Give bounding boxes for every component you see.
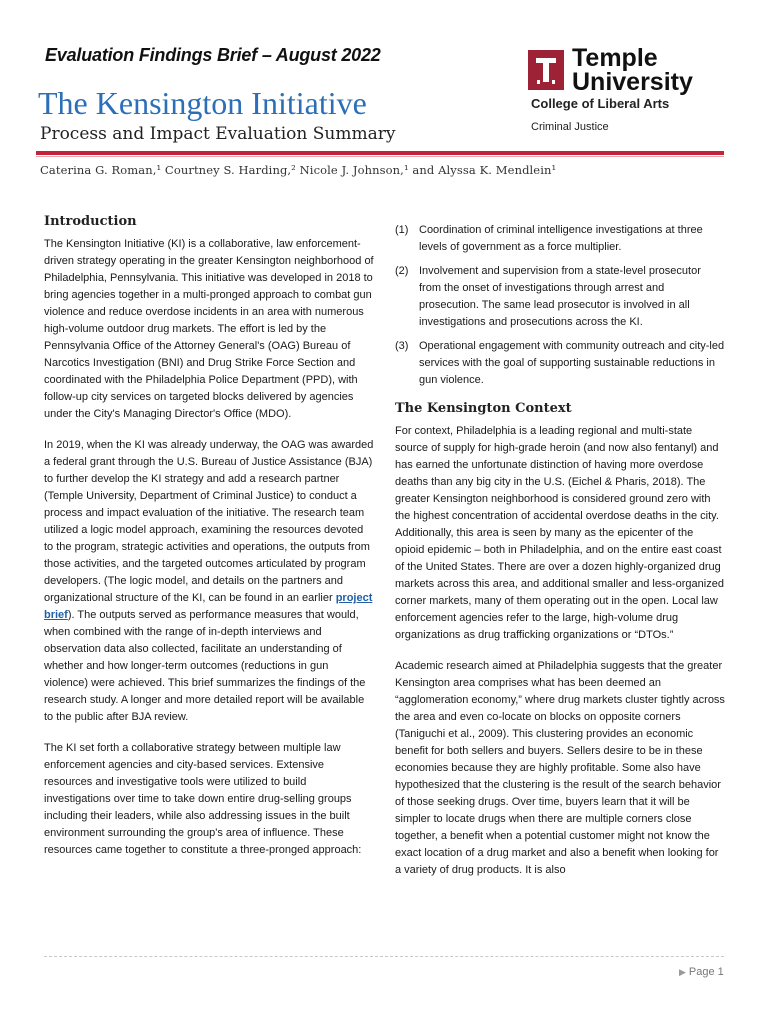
- right-column: [395, 222, 725, 893]
- logo-department: Criminal Justice: [531, 121, 609, 133]
- temple-t-logo-icon: [528, 50, 564, 90]
- triangle-right-icon: ▶: [679, 967, 686, 977]
- document-subtitle: Process and Impact Evaluation Summary: [40, 124, 396, 144]
- document-title: The Kensington Initiative: [38, 85, 367, 121]
- left-column: [44, 212, 374, 873]
- context-paragraph-1: For context, Philadelphia is a leading regional and multi-state source of supply for high-grade heroin (and now also fentanyl) and has earned the unfortunate distinction of having more overdose deaths than any big city in the U.S. (Eichel & Pharis, 2018). The greater Kensington neighborhood is considered ground zero with the highest concentration of accidental overdose deaths in the city. Additionally, this area is seen by many as the epicenter of the opioid epidemic – both in Philadelphia, and on the entire east coast of the United States. There are over a dozen highly-organized drug markets across this area, and additional smaller and less-organized corner markets, many of them operating out in the open. Local law enforcement agencies refer to the large, high-volume drug organizations as drug trafficking organizations or “DTOs.”: [395, 425, 724, 641]
- list-item: (2) Involvement and supervision from a state-level prosecutor from the onset of investigations through arrest and prosecution. The same lead prosecutor is involved in all investigations and prosecutions across the KI.: [395, 265, 701, 328]
- list-item: (1) Coordination of criminal intelligence investigations at three levels of government as a force multiplier.: [395, 224, 703, 253]
- intro-paragraph-2: In 2019, when the KI was already underway, the OAG was awarded a federal grant through the U.S. Bureau of Justice Assistance (BJA) to further develop the KI strategy and add a research partner (Temple University, Department of Criminal Justice) to conduct a process and impact evaluation of the initiative. The research team utilized a logic model approach, examining the resources devoted to the program, strategic activities and operations, the outputs from those activities, and the targeted outcomes articulated by program developers. (The logic model, and details on the partners and organizational structure of the KI, can be found in an earlier project brief). The outputs served as performance measures that would, when combined with the range of in-depth interviews and observation data also collected, facilitate an understanding of whether and how longer-term outcomes (reductions in gun violence) were achieved. This brief summarizes the findings of the research study. A longer and more detailed report will be available to the public after BJA review.: [44, 439, 374, 723]
- context-heading: The Kensington Context: [395, 401, 572, 416]
- header-divider-shadow: [36, 156, 724, 157]
- author-list: Caterina G. Roman,¹ Courtney S. Harding,² Nicole J. Johnson,¹ and Alyssa K. Mendlein¹: [40, 163, 557, 177]
- footer-divider: [44, 956, 724, 957]
- intro-paragraph-3: The KI set forth a collaborative strategy between multiple law enforcement agencies and city-based services. Extensive resources and investigative tools were utilized to build investigations over time to take down entire drug-selling groups including their leaders, while also addressing issues in the built environment surrounding the group's area of influence. These resources came together to constitute a three-pronged approach:: [44, 742, 362, 856]
- logo-college: College of Liberal Arts: [531, 96, 670, 111]
- intro-heading: Introduction: [44, 214, 137, 229]
- page-number: ▶ Page 1: [679, 966, 724, 978]
- brief-label: Evaluation Findings Brief – August 2022: [45, 45, 381, 65]
- project-brief-link[interactable]: project brief: [44, 592, 373, 621]
- intro-paragraph-1: The Kensington Initiative (KI) is a collaborative, law enforcement-driven strategy operating in the greater Kensington neighborhood of Philadelphia, Pennsylvania. This initiative was developed in 2018 to bring agencies together in a multi-pronged approach to combat gun violence and reduce overdose incidents in an area with numerous high-volume outdoor drug markets. The effort is led by the Pennsylvania Office of the Attorney General's (OAG) Bureau of Narcotics Investigation (BNI) and Drug Strike Force Section and coordinated with the Philadelphia Police Department (PPD), with follow-up city services on targeted blocks delivered by agencies under the City's Managing Director's Office (MDO).: [44, 238, 374, 420]
- logo-text-temple: Temple: [572, 44, 658, 72]
- header-divider: [36, 151, 724, 155]
- context-paragraph-2: Academic research aimed at Philadelphia suggests that the greater Kensington area comprises what has been deemed an “agglomeration economy,” where drug markets cluster tightly across the area and even co-locate on blocks on opposite corners (Taniguchi et al., 2009). This clustering provides an economic benefit for both sellers and buyers. Sellers desire to be in these economies because they are highly profitable. Some also have hypothesized that the clustering is the result of the search behavior of those seeking drugs. Over time, buyers learn that it will be simpler to locate drugs when there are multiple corners close together, a benefit when a potential customer might not know the exact location of a drug market and also a benefit when looking for a variety of drug products. It is also: [395, 660, 725, 876]
- logo-text-university: University: [572, 68, 693, 96]
- list-item: (3) Operational engagement with community outreach and city-led services with the goal of supporting sustainable reductions in gun violence.: [395, 340, 725, 386]
